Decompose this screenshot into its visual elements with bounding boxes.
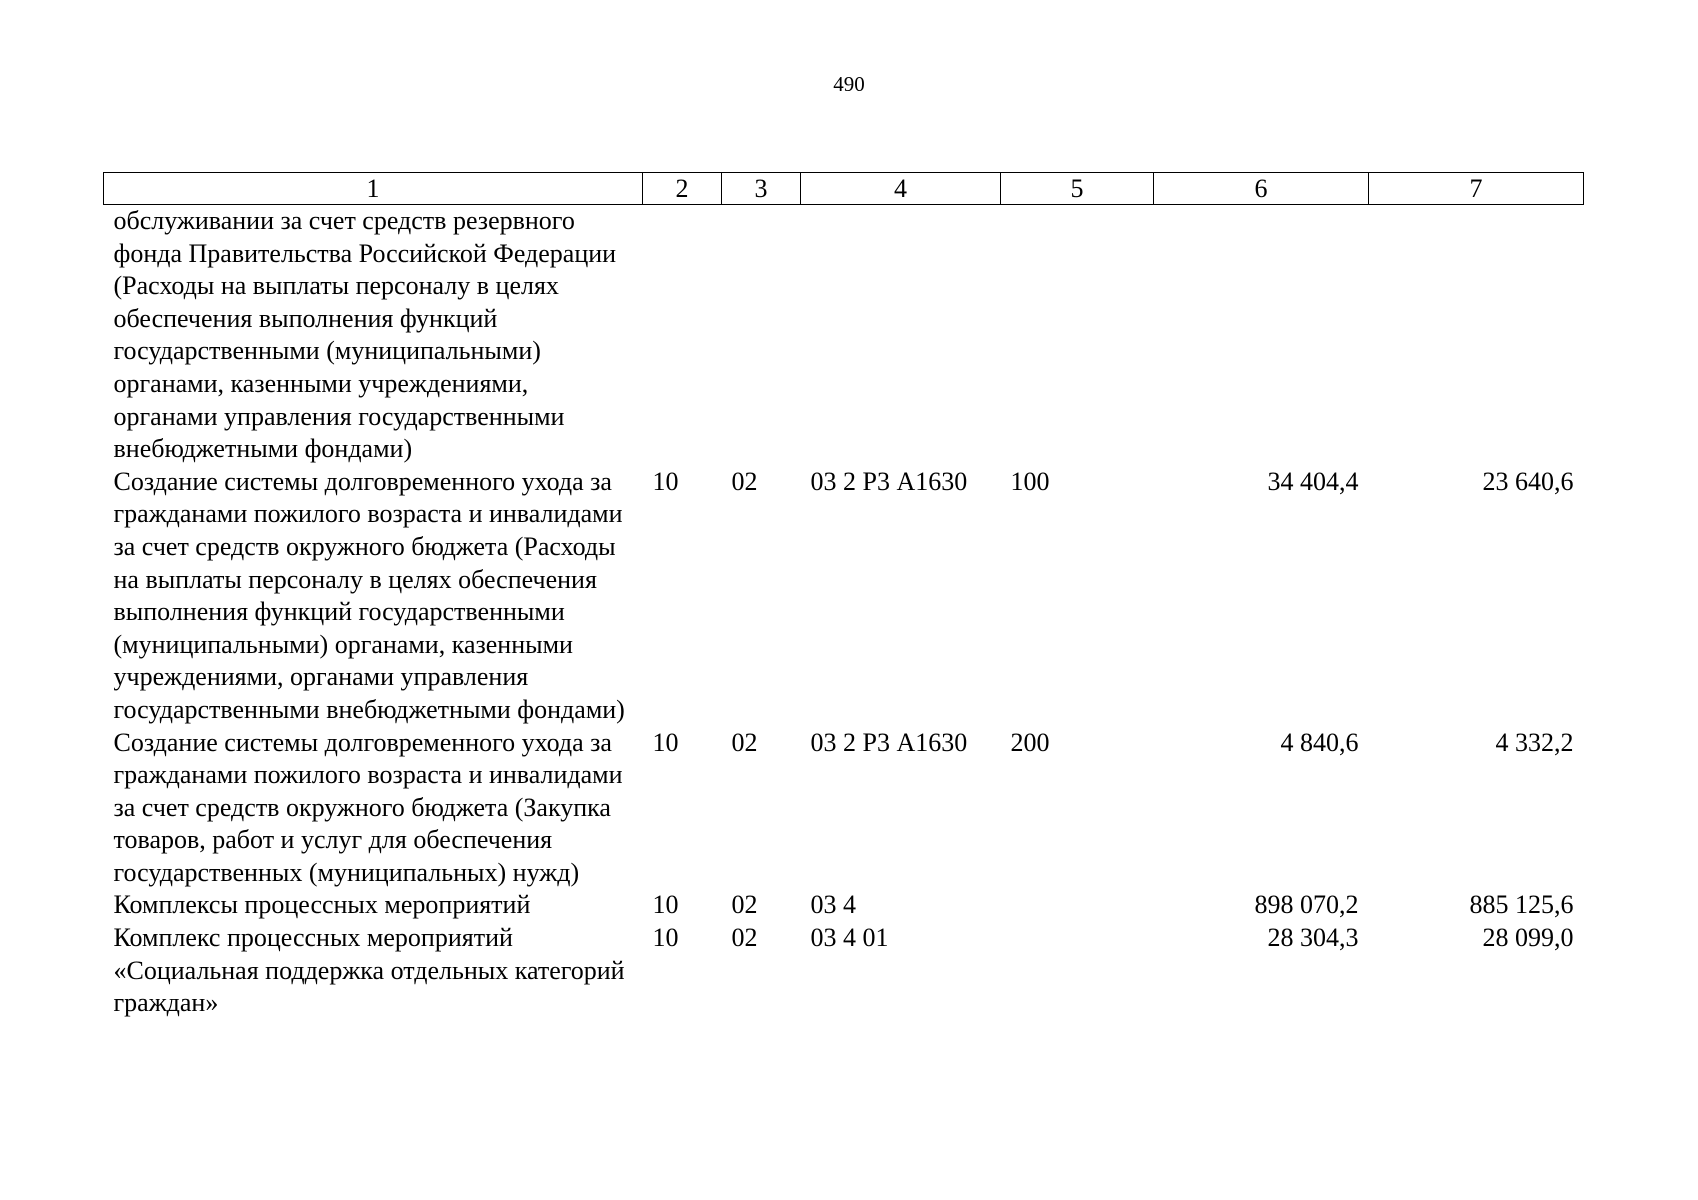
page-number: 490 <box>833 72 865 96</box>
expense-type-code: 100 <box>1010 466 1050 496</box>
column-number-row <box>104 173 1584 205</box>
subsection-code: 02 <box>731 923 758 953</box>
column-header: 6 <box>1154 173 1369 205</box>
target-article-code: 03 2 Р3 А1630 <box>810 727 968 757</box>
subsection-code: 02 <box>731 727 758 757</box>
target-article-code: 03 4 <box>810 890 856 920</box>
expense-type-code: 200 <box>1010 727 1050 757</box>
table-row <box>104 466 1584 727</box>
table-row <box>104 727 1584 890</box>
budget-table <box>103 172 1584 1020</box>
amount-col6: 898 070,2 <box>1254 890 1359 920</box>
amount-col7: 4 332,2 <box>1495 727 1574 757</box>
column-header: 1 <box>104 173 643 205</box>
section-code <box>643 205 722 466</box>
row-name: обслуживании за счет средств резервного фонда Правительства Российской Федерации (Расходы на выплаты персоналу в целях обеспечения выполнения функций государственными (муниципальными) органами, казенными учреждениями, органами управления государственными внебюджетными фондами) <box>113 206 617 464</box>
table-row <box>104 889 1584 922</box>
amount-col7: 885 125,6 <box>1469 890 1574 920</box>
column-header: 4 <box>801 173 1001 205</box>
target-article-code: 03 4 01 <box>810 923 889 953</box>
section-code: 10 <box>652 466 679 496</box>
section-code: 10 <box>652 890 679 920</box>
expense-type-code <box>1001 922 1154 1020</box>
subsection-code <box>722 205 801 466</box>
table-row <box>104 922 1584 1020</box>
section-code: 10 <box>652 727 679 757</box>
amount-col6: 34 404,4 <box>1267 466 1359 496</box>
column-header: 5 <box>1001 173 1154 205</box>
column-header: 3 <box>722 173 801 205</box>
table-row <box>104 205 1584 466</box>
row-name: Создание системы долговременного ухода за гражданами пожилого возраста и инвалидами за счет средств окружного бюджета (Расходы на выплаты персоналу в целях обеспечения выполнения функций государственными (муниципальными) органами, казенными учреждениями, органами управления государственными внебюджетными фондами) <box>113 466 625 724</box>
target-article-code <box>801 205 1001 466</box>
amount-col6 <box>1154 205 1369 466</box>
expense-type-code <box>1001 889 1154 922</box>
row-name: Создание системы долговременного ухода за гражданами пожилого возраста и инвалидами за счет средств окружного бюджета (Закупка товаров, работ и услуг для обеспечения государственных (муниципальных) нужд) <box>113 727 623 887</box>
amount-col6: 28 304,3 <box>1267 923 1359 953</box>
amount-col6: 4 840,6 <box>1280 727 1359 757</box>
subsection-code: 02 <box>731 890 758 920</box>
expense-type-code <box>1001 205 1154 466</box>
target-article-code: 03 2 Р3 А1630 <box>810 466 968 496</box>
amount-col7: 23 640,6 <box>1482 466 1574 496</box>
row-name: Комплекс процессных мероприятий «Социальная поддержка отдельных категорий граждан» <box>113 923 625 1018</box>
subsection-code: 02 <box>731 466 758 496</box>
section-code: 10 <box>652 923 679 953</box>
row-name: Комплексы процессных мероприятий <box>113 890 531 920</box>
amount-col7 <box>1369 205 1584 466</box>
column-header: 7 <box>1369 173 1584 205</box>
amount-col7: 28 099,0 <box>1482 923 1574 953</box>
column-header: 2 <box>643 173 722 205</box>
